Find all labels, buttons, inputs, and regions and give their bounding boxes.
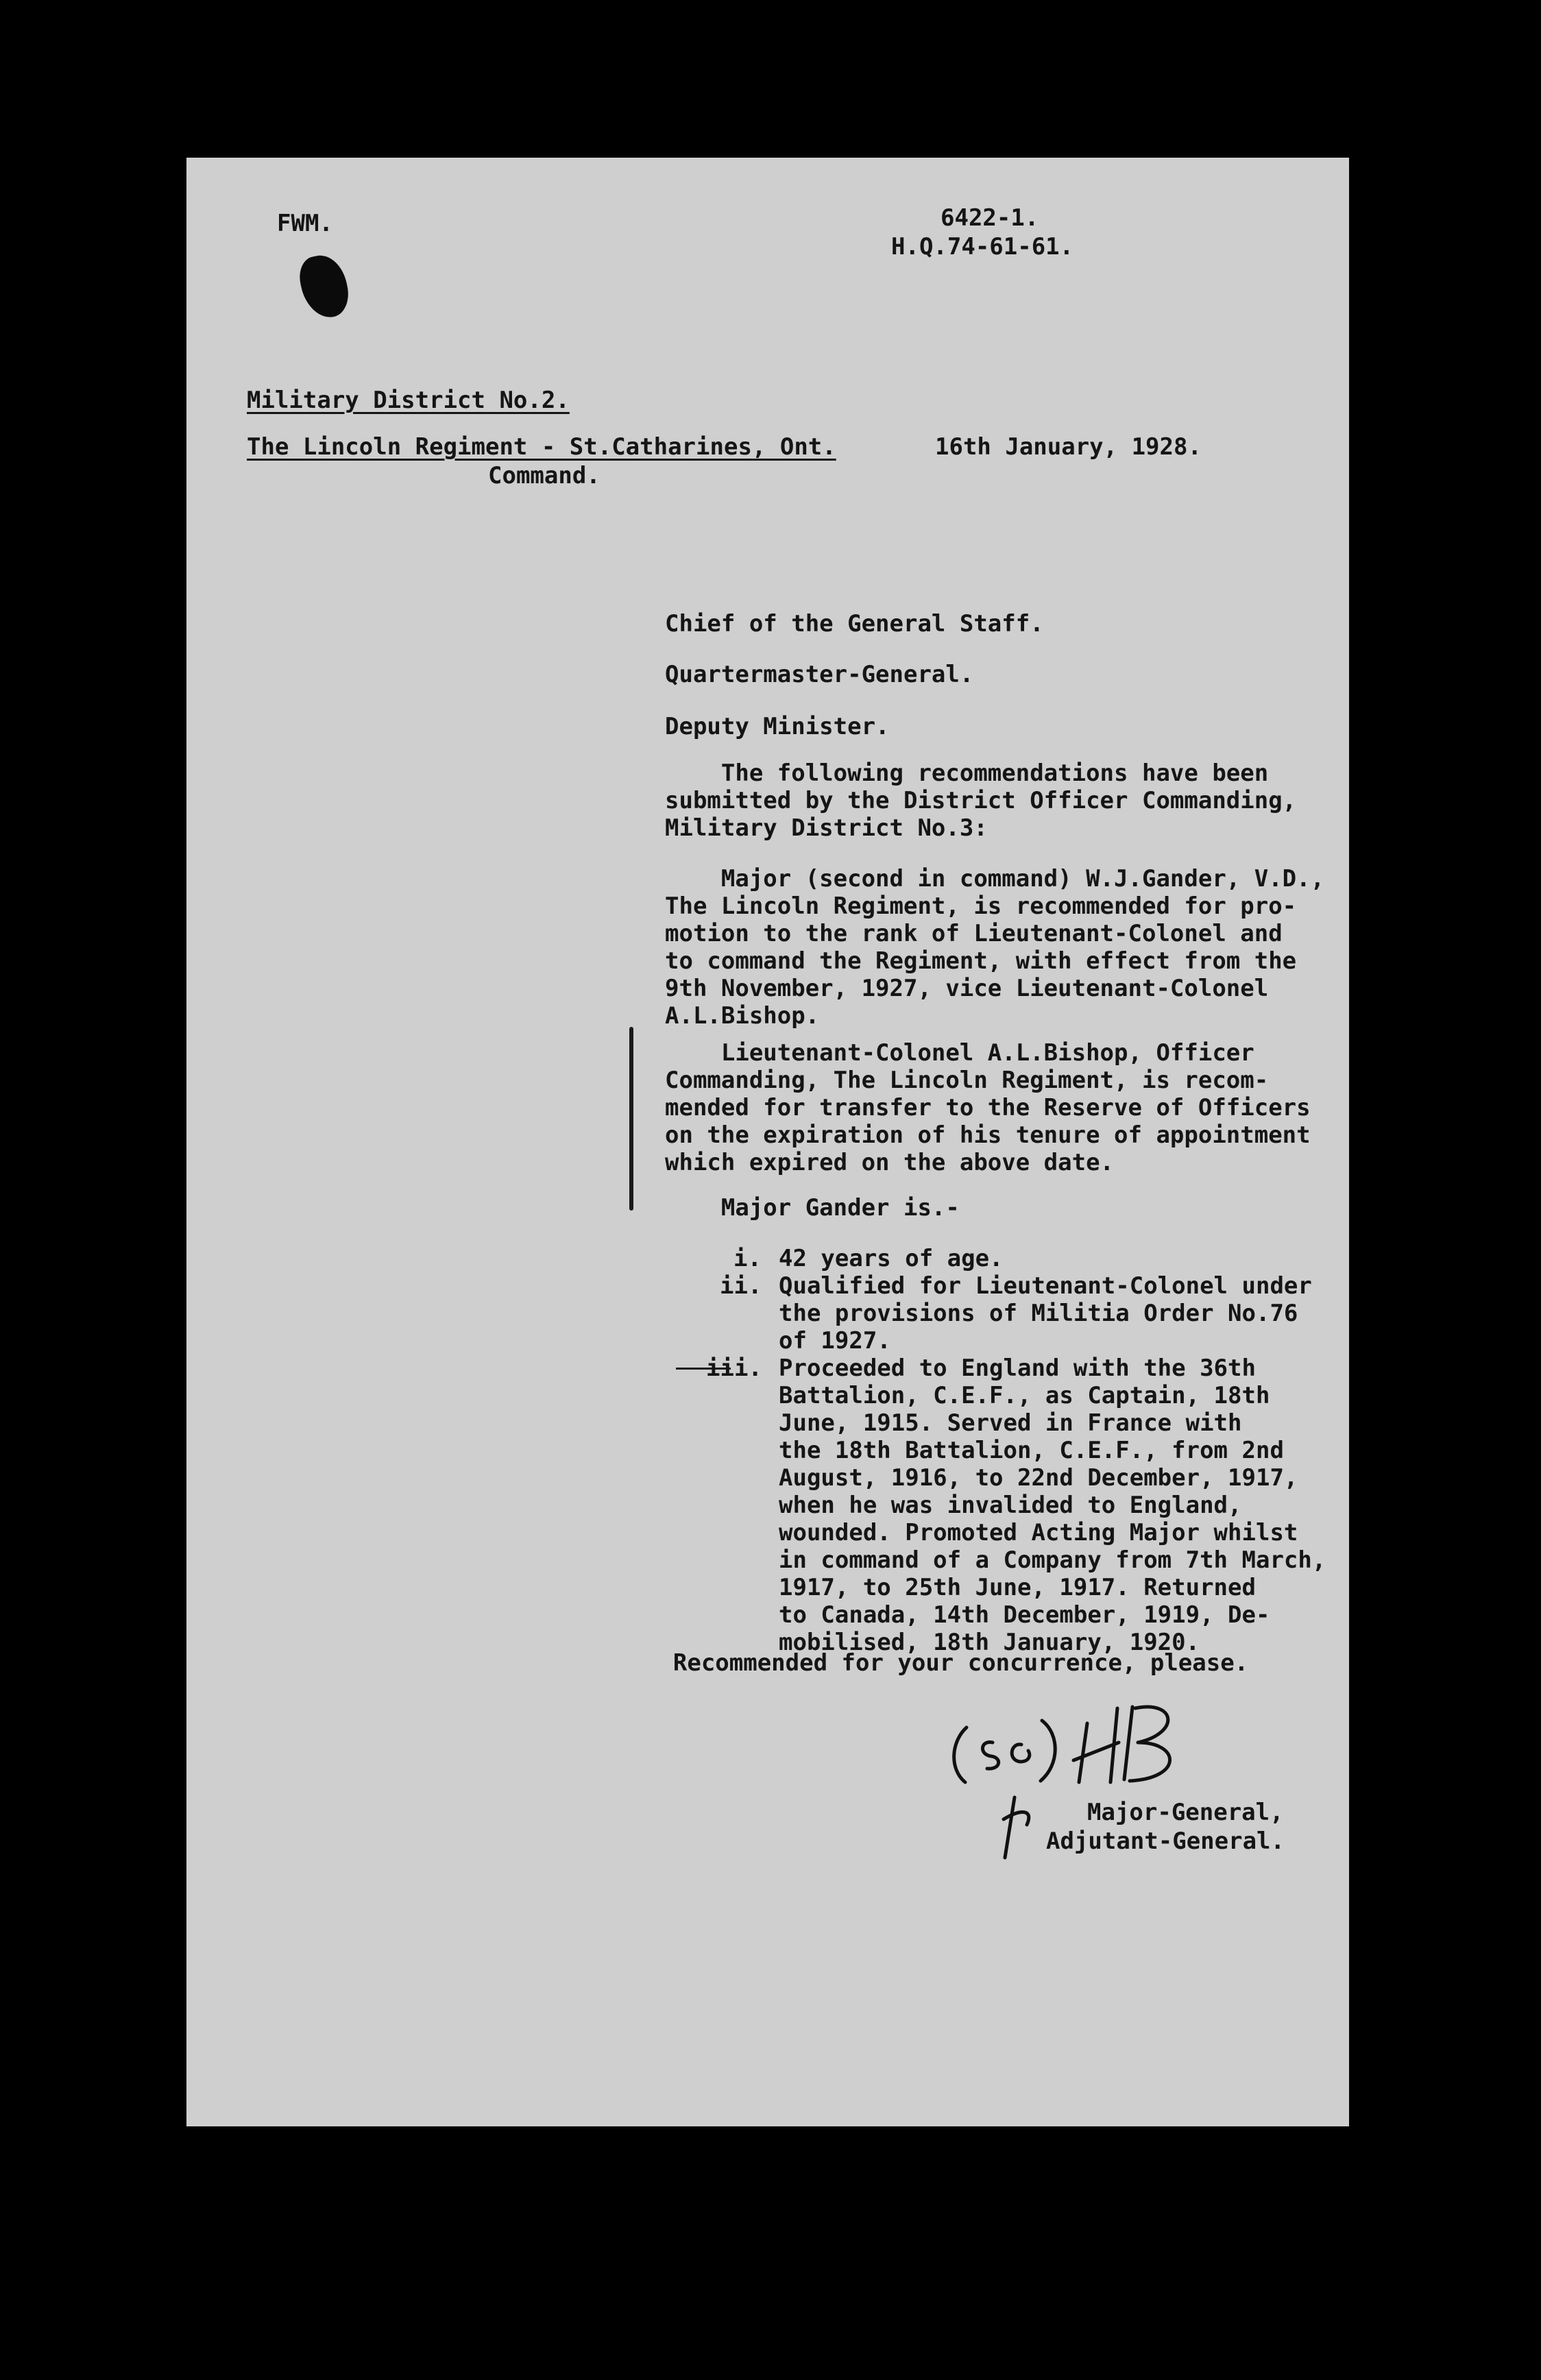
item-ii — [779, 1272, 1312, 1355]
para2-line: on the expiration of his tenure of appointment — [665, 1121, 1311, 1149]
addressee-dm: Deputy Minister. — [665, 713, 890, 740]
para2-line: which expired on the above date. — [665, 1149, 1115, 1176]
item-iii-line: when he was invalided to England, — [779, 1492, 1242, 1519]
para2-line: Lieutenant-Colonel A.L.Bishop, Officer — [665, 1039, 1254, 1067]
item-iii — [779, 1355, 1326, 1656]
intro-paragraph — [665, 760, 1296, 842]
recommendation-paragraph-2 — [665, 1039, 1311, 1176]
item-iii-line: June, 1915. Served in France with — [779, 1409, 1242, 1437]
item-iii-line: the 18th Battalion, C.E.F., from 2nd — [779, 1437, 1284, 1464]
per-mark — [987, 1789, 1049, 1865]
gander-intro: Major Gander is.- — [665, 1194, 960, 1222]
item-iii-line: Proceeded to England with the 36th — [779, 1355, 1256, 1382]
closing-line: Recommended for your concurrence, please. — [617, 1649, 1249, 1677]
addressee-cgs: Chief of the General Staff. — [665, 610, 1044, 638]
signature-title-1: Major-General, — [1087, 1799, 1284, 1826]
item-i — [779, 1245, 1004, 1272]
item-i-line: 42 years of age. — [779, 1245, 1004, 1272]
intro-line: Military District No.3: — [665, 814, 988, 842]
file-number-2: H.Q.74-61-61. — [891, 233, 1074, 260]
item-iii-line: August, 1916, to 22nd December, 1917, — [779, 1464, 1298, 1492]
intro-line: The following recommendations have been — [665, 760, 1269, 787]
recommendation-paragraph-1 — [665, 865, 1324, 1030]
item-ii-line: of 1927. — [779, 1327, 891, 1355]
para1-line: to command the Regiment, with effect from the — [665, 947, 1297, 975]
para1-line: A.L.Bishop. — [665, 1002, 820, 1030]
item-ii-line: Qualified for Lieutenant-Colonel under — [779, 1272, 1312, 1300]
document-date: 16th January, 1928. — [935, 433, 1202, 461]
item-iii-line: wounded. Promoted Acting Major whilst — [779, 1519, 1298, 1546]
para1-line: 9th November, 1927, vice Lieutenant-Colonel — [665, 975, 1269, 1002]
para1-line: The Lincoln Regiment, is recommended for pro- — [665, 892, 1297, 920]
item-number-ii: ii. — [720, 1272, 762, 1300]
signature-title-2: Adjutant-General. — [1046, 1827, 1285, 1855]
margin-mark — [629, 1027, 633, 1211]
item-iii-line: mobilised, 18th January, 1920. — [779, 1629, 1200, 1656]
item-iii-line: 1917, to 25th June, 1917. Returned — [779, 1574, 1256, 1601]
unit-line: The Lincoln Regiment - St.Catharines, Ont. — [247, 433, 836, 461]
district-heading: Military District No.2. — [247, 387, 570, 414]
file-number-1: 6422-1. — [941, 204, 1039, 232]
item-iii-line: to Canada, 14th December, 1919, De- — [779, 1601, 1270, 1629]
item-number-iii: iii. — [706, 1355, 762, 1382]
intro-line: submitted by the District Officer Commanding, — [665, 787, 1297, 814]
item-ii-line: the provisions of Militia Order No.76 — [779, 1300, 1298, 1327]
addressee-qmg: Quartermaster-General. — [665, 661, 974, 688]
item-iii-line: in command of a Company from 7th March, — [779, 1546, 1326, 1574]
item-iii-line: Battalion, C.E.F., as Captain, 18th — [779, 1382, 1270, 1409]
para1-line: Major (second in command) W.J.Gander, V.D., — [665, 865, 1325, 892]
item-number-i: i. — [733, 1245, 762, 1272]
para2-line: mended for transfer to the Reserve of Officers — [665, 1094, 1311, 1121]
para2-line: Commanding, The Lincoln Regiment, is recom- — [665, 1067, 1269, 1094]
typist-initials: FWM. — [277, 210, 333, 237]
para1-line: motion to the rank of Lieutenant-Colonel and — [665, 920, 1283, 947]
command-label: Command. — [488, 462, 600, 489]
